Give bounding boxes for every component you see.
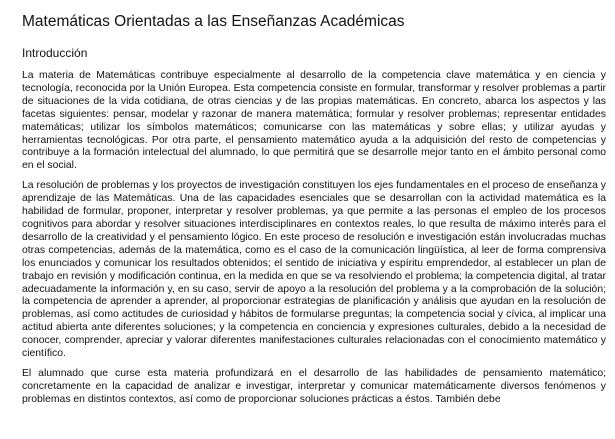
paragraph-competencia-matematica: La materia de Matemáticas contribuye especialmente al desarrollo de la competencia clave matemática y en ciencia y tecnología, reconocida por la Unión Europea. Esta competencia consiste en formular, transformar y resolver problemas a partir de situaciones de la vida cotidiana, de otras ciencias y de las propias matemáticas. En concreto, abarca los aspectos y las facetas siguientes: pensar, modelar y razonar de manera matemática; formular y resolver problemas; representar entidades matemáticas; utilizar los símbolos matemáticos; comunicarse con las matemáticas y sobre ellas; y utilizar ayudas y herramientas tecnológicas. Por otra parte, el pensamiento matemático ayuda a la adquisición del resto de competencias y contribuye a la formación intelectual del alumnado, lo que permitirá que se desarrolle mejor tanto en el ámbito personal como en el social.	[22, 70, 606, 172]
section-heading: Introducción	[22, 46, 88, 60]
document-title: Matemáticas Orientadas a las Enseñanzas Académicas	[22, 13, 405, 30]
paragraph-resolucion-problemas: La resolución de problemas y los proyectos de investigación constituyen los ejes fundamentales en el proceso de enseñanza y aprendizaje de las Matemáticas. Una de las capacidades esenciales que se desarrollan con la actividad matemática es la habilidad de formular, proponer, interpretar y resolver problemas, ya que permite a las personas el empleo de los procesos cognitivos para abordar y resolver situaciones interdisciplinares en contextos reales, lo que resulta de máximo interés para el desarrollo de la creatividad y el pensamiento lógico. En este proceso de resolución e investigación están involucradas muchas otras competencias, además de la matemática, como es el caso de la comunicación lingüística, al leer de forma comprensiva los enunciados y comunicar los resultados obtenidos; el sentido de iniciativa y espíritu emprendedor, al establecer un plan de trabajo en revisión y modificación continua, en la medida en que se va resolviendo el problema; la competencia digital, al tratar adecuadamente la información y, en su caso, servir de apoyo a la resolución del problema y a la comprobación de la solución; la competencia de aprender a aprender, al proporcionar estrategias de planificación y análisis que ayudan en la resolución de problemas, así como actitudes de curiosidad y hábitos de formularse preguntas; la competencia social y cívica, al implicar una actitud abierta ante diferentes soluciones; y la competencia en conciencia y expresiones culturales, debido a la necesidad de conocer, comprender, apreciar y valorar diferentes manifestaciones culturales relacionadas con el conocimiento matemático y científico.	[22, 180, 606, 360]
paragraph-alumnado: El alumnado que curse esta materia profundizará en el desarrollo de las habilidades de pensamiento matemático; concretamente en la capacidad de analizar e investigar, interpretar y comunicar matemáticamente diversos fenómenos y problemas en distintos contextos, así como de proporcionar soluciones prácticas a éstos. También debe	[22, 367, 606, 405]
document-body	[22, 70, 606, 414]
